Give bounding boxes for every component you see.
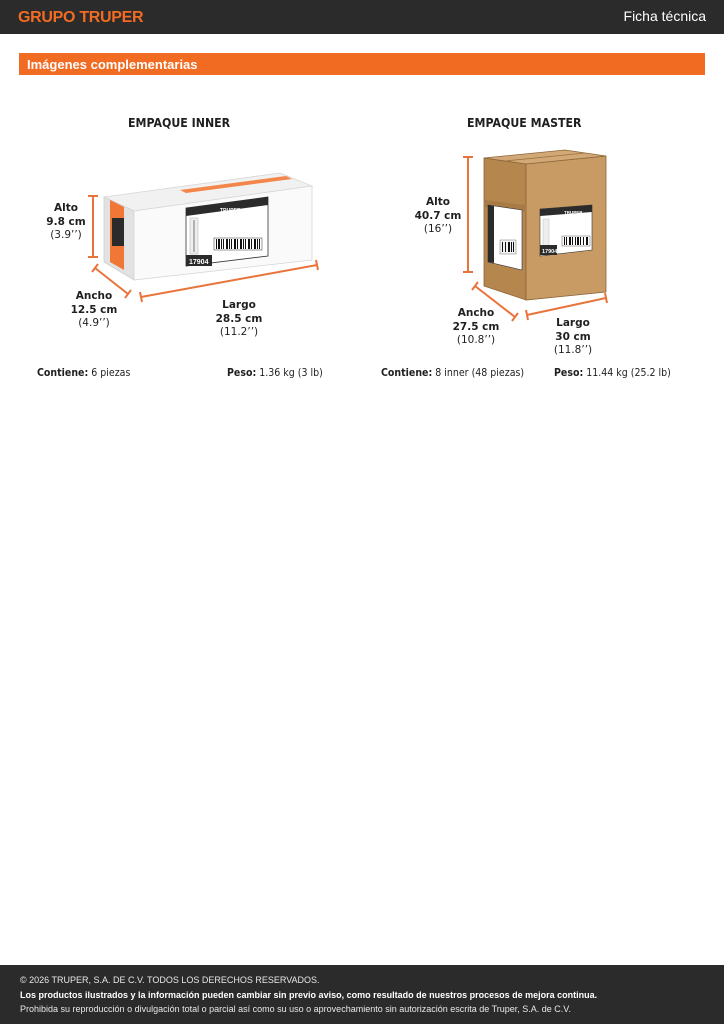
inner-largo-metric: 28.5 cm <box>215 312 263 325</box>
inner-barcode <box>214 238 262 250</box>
master-box-brand: TRUPER <box>564 210 583 215</box>
inner-ancho-imperial: (4.9’’) <box>78 317 110 329</box>
master-ancho-imperial: (10.8’’) <box>456 334 496 346</box>
inner-largo-name: Largo <box>222 299 256 311</box>
footer-notice: Los productos ilustrados y la información pueden cambiar sin previo aviso, como resultado de nuestros procesos de mejora continua. <box>20 990 598 1000</box>
master-alto-label <box>410 196 466 237</box>
inner-ancho-name: Ancho <box>75 290 113 302</box>
master-largo-name: Largo <box>556 317 590 329</box>
inner-peso-label: Peso: <box>227 367 257 379</box>
master-peso-label: Peso: <box>554 367 584 379</box>
inner-contiene-value: 6 piezas <box>91 367 131 379</box>
inner-largo-imperial: (11.2’’) <box>219 326 259 338</box>
master-box-code: 17904 <box>542 249 558 255</box>
master-ancho-metric: 27.5 cm <box>452 320 500 333</box>
grupo-truper-logo: GRUPO TRUPER <box>18 9 144 26</box>
master-contiene-label: Contiene: <box>381 367 433 379</box>
master-largo-metric: 30 cm <box>555 330 591 343</box>
master-contiene <box>381 367 524 379</box>
master-box-illustration <box>484 150 606 300</box>
packaging-illustrations <box>0 0 724 420</box>
inner-ancho-label <box>66 290 122 331</box>
master-ancho-label <box>447 307 505 348</box>
inner-package-title: EMPAQUE INNER <box>128 115 231 130</box>
inner-alto-name: Alto <box>54 202 78 214</box>
master-ancho-name: Ancho <box>457 307 495 319</box>
inner-alto-imperial: (3.9’’) <box>50 229 82 241</box>
master-largo-label <box>545 317 601 358</box>
master-barcode <box>562 236 590 246</box>
inner-box-code: 17904 <box>189 259 209 266</box>
master-package-title: EMPAQUE MASTER <box>467 115 582 130</box>
master-peso-value: 11.44 kg (25.2 lb) <box>586 367 671 379</box>
inner-ancho-metric: 12.5 cm <box>70 303 118 316</box>
inner-contiene-label: Contiene: <box>37 367 89 379</box>
section-title: Imágenes complementarias <box>27 57 198 72</box>
master-alto-imperial: (16’’) <box>423 223 453 235</box>
inner-alto-label <box>38 202 94 243</box>
inner-box-brand: TRUPER <box>220 208 241 214</box>
inner-alto-metric: 9.8 cm <box>46 215 86 228</box>
master-contiene-value: 8 inner (48 piezas) <box>435 367 525 379</box>
page-title: Ficha técnica <box>623 8 706 24</box>
footer-copyright: © 2026 TRUPER, S.A. DE C.V. TODOS LOS DERECHOS RESERVADOS. <box>20 975 320 985</box>
inner-peso-value: 1.36 kg (3 lb) <box>259 367 323 379</box>
footer-prohibition: Prohibida su reproducción o divulgación total o parcial así como su uso o aprovechamiento sin autorización escrita de Truper, S.A. de C.V. <box>20 1004 571 1014</box>
master-alto-name: Alto <box>426 196 450 208</box>
master-peso <box>554 367 671 379</box>
inner-contiene <box>37 367 130 379</box>
master-largo-imperial: (11.8’’) <box>553 344 593 356</box>
inner-box-illustration <box>104 173 312 280</box>
inner-peso <box>227 367 323 379</box>
page-footer <box>0 965 724 1024</box>
master-alto-metric: 40.7 cm <box>414 209 462 222</box>
inner-largo-label <box>209 299 269 340</box>
